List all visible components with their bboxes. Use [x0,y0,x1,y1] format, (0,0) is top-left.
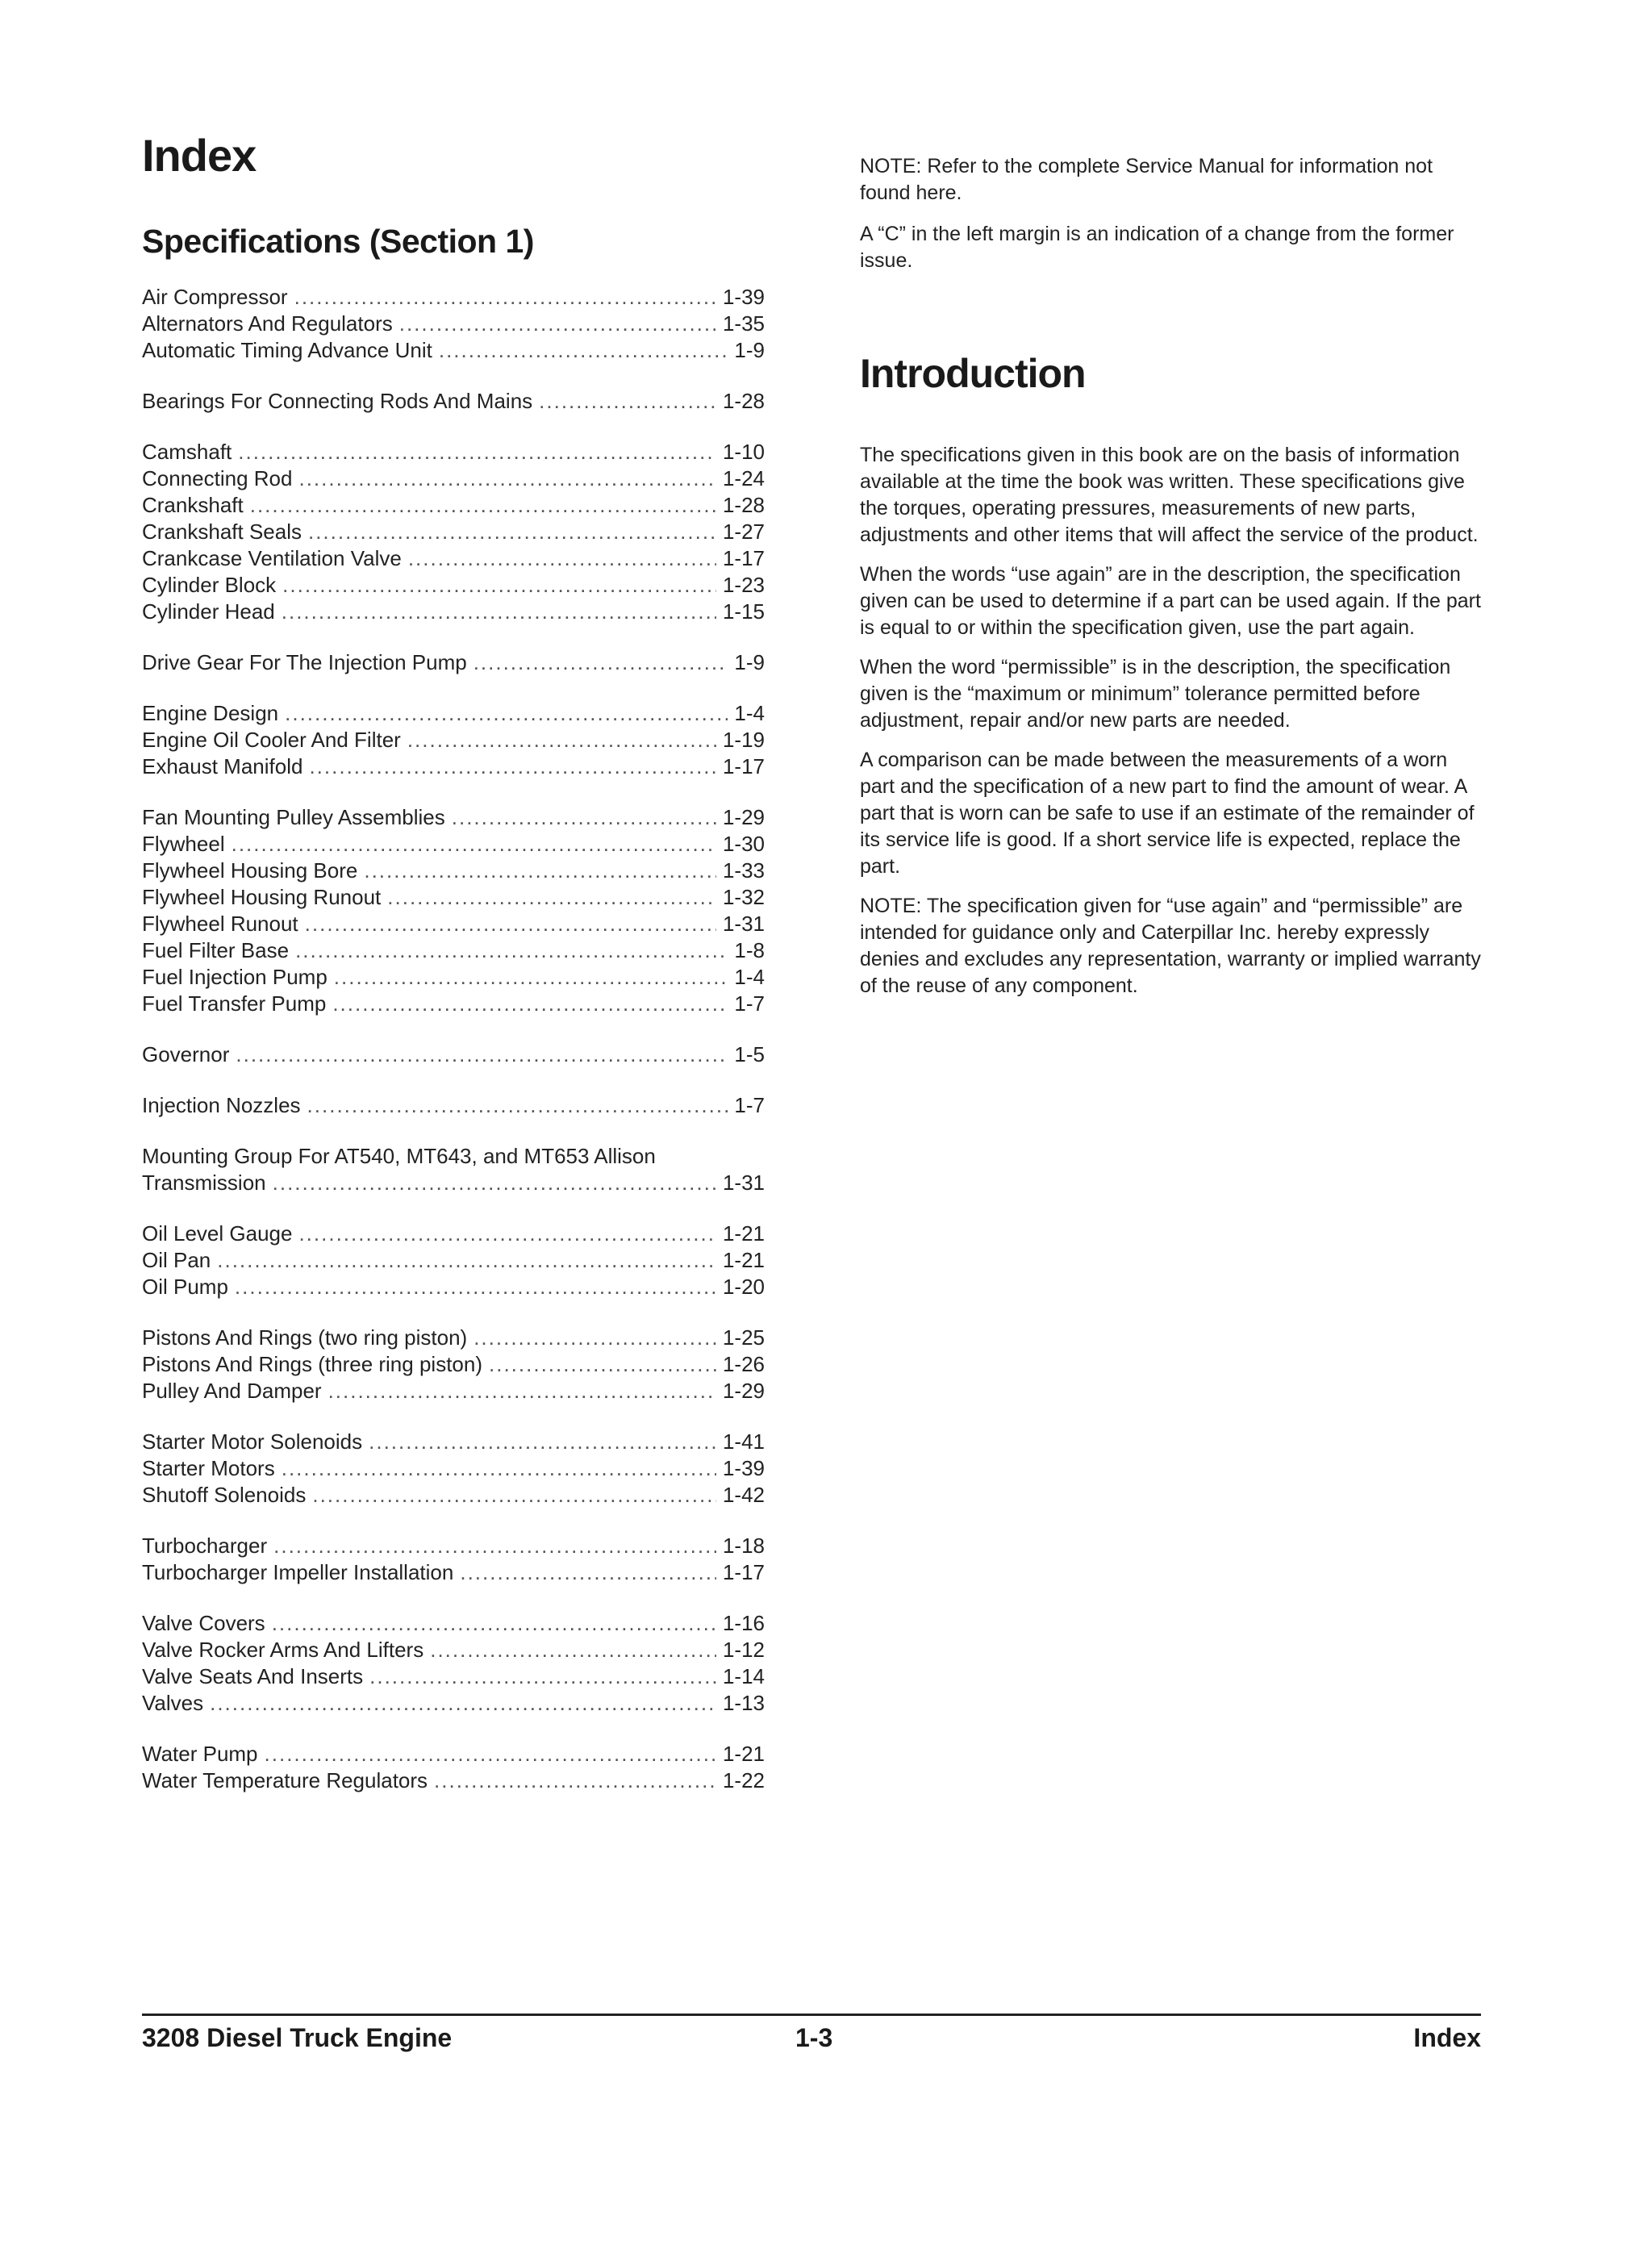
index-entry-label: Drive Gear For The Injection Pump [142,650,467,674]
index-entry [142,964,765,991]
index-entry-page: 1-8 [734,938,765,962]
dot-leader [473,649,728,676]
index-entry-label: Automatic Timing Advance Unit [142,338,432,362]
index-entry [142,599,765,625]
index-entry-page: 1-31 [722,1171,765,1195]
dot-leader [294,284,716,311]
index-entry-label: Flywheel Runout [142,912,298,936]
index-entry [142,727,765,753]
index-entry-label: Pistons And Rings (three ring piston) [142,1352,482,1376]
footer-manual-title: 3208 Diesel Truck Engine [142,2023,453,2052]
index-entry [142,804,765,831]
index-entry-label: Flywheel [142,832,225,856]
index-group [142,1143,765,1196]
dot-leader [439,337,728,364]
index-entry-page: 1-12 [722,1638,765,1662]
index-group [142,1041,765,1068]
dot-leader [408,545,716,572]
dot-leader [235,1274,716,1300]
dot-leader [452,804,716,831]
index-entry-page: 1-18 [722,1534,765,1558]
index-entry-page: 1-17 [722,754,765,778]
index-entry-page: 1-4 [734,701,765,725]
index-entry-label: Fuel Injection Pump [142,965,327,989]
index-group [142,284,765,364]
index-group [142,700,765,780]
index-entry-page: 1-27 [722,520,765,544]
index-entry [142,1559,765,1586]
index-entry-page: 1-39 [722,1456,765,1480]
dot-leader [308,519,716,545]
index-entry-label: Water Pump [142,1742,258,1766]
index-entry-label: Exhaust Manifold [142,754,303,778]
dot-leader [295,937,728,964]
index-entry [142,937,765,964]
index-entry-page: 1-20 [722,1275,765,1299]
index-entry [142,311,765,337]
index-entry-label: Pistons And Rings (two ring piston) [142,1325,468,1350]
dot-leader [272,1610,716,1637]
dot-leader [282,599,716,625]
index-entry [142,1429,765,1455]
index-entry-page: 1-28 [722,389,765,413]
index-entry-page: 1-17 [722,1560,765,1584]
index-entry [142,1663,765,1690]
index-entry-label: Crankshaft [142,493,244,517]
section-title: Specifications (Section 1) [142,223,534,260]
dot-leader [539,388,716,415]
index-entry [142,1455,765,1482]
index-group [142,1092,765,1119]
index-entry [142,991,765,1017]
intro-paragraph: When the words “use again” are in the description, the specification given can be used to determine if a part can be used again. If the part is equal to or within the specification given, use the part again. [860,563,1481,639]
index-entry-page: 1-21 [722,1742,765,1766]
index-entry-label: Oil Level Gauge [142,1221,293,1246]
index-entry-page: 1-9 [734,338,765,362]
index-entry-page: 1-28 [722,493,765,517]
index-entry [142,465,765,492]
index-list [142,284,765,1818]
dot-leader [307,1092,728,1119]
dot-leader [369,1429,716,1455]
index-entry [142,1482,765,1509]
index-group [142,1741,765,1794]
index-group [142,1533,765,1586]
index-entry-page: 1-35 [722,311,765,336]
footer-section-name: Index [1413,2023,1481,2052]
dot-leader [273,1533,716,1559]
index-entry-label: Fuel Filter Base [142,938,290,962]
index-group [142,1221,765,1300]
index-entry-label: Flywheel Housing Bore [142,858,358,883]
dot-leader [238,439,716,465]
index-entry [142,1170,765,1196]
index-entry-label: Injection Nozzles [142,1093,301,1117]
index-entry-page: 1-41 [722,1429,765,1454]
index-entry-label: Camshaft [142,440,232,464]
intro-paragraph: NOTE: The specification given for “use again” and “permissible” are intended for guidance only and Caterpillar Inc. hereby expressly denies and excludes any representation, warranty or implied warranty of the reuse of any component. [860,895,1481,997]
index-entry [142,284,765,311]
index-entry-page: 1-21 [722,1221,765,1246]
index-entry-label: Fan Mounting Pulley Assemblies [142,805,445,829]
index-entry-page: 1-39 [722,285,765,309]
index-entry-page: 1-7 [734,1093,765,1117]
index-group [142,649,765,676]
dot-leader [387,884,716,911]
index-entry-label: Turbocharger [142,1534,268,1558]
index-group [142,388,765,415]
index-entry-label: Flywheel Housing Runout [142,885,382,909]
dot-leader [334,964,728,991]
dot-leader [273,1170,716,1196]
index-entry [142,1041,765,1068]
index-entry-label: Connecting Rod [142,466,293,490]
index-entry-page: 1-22 [722,1768,765,1792]
right-column [860,153,1481,1012]
index-entry [142,545,765,572]
index-entry [142,649,765,676]
dot-leader [399,311,716,337]
index-entry-label: Valve Seats And Inserts [142,1664,364,1688]
index-entry-page: 1-29 [722,1379,765,1403]
index-entry-page: 1-24 [722,466,765,490]
index-entry-label: Cylinder Block [142,573,277,597]
dot-leader [250,492,716,519]
index-entry-page: 1-7 [734,991,765,1016]
index-entry [142,1221,765,1247]
dot-leader [312,1482,716,1509]
dot-leader [298,1221,716,1247]
index-entry [142,753,765,780]
index-entry-label: Oil Pan [142,1248,211,1272]
index-entry-page: 1-14 [722,1664,765,1688]
dot-leader [210,1690,716,1717]
index-entry-label: Alternators And Regulators [142,311,393,336]
index-group [142,1429,765,1509]
index-entry-page: 1-23 [722,573,765,597]
index-entry-page: 1-5 [734,1042,765,1066]
dot-leader [489,1351,716,1378]
index-entry [142,911,765,937]
index-entry-page: 1-4 [734,965,765,989]
index-entry-label: Engine Design [142,701,279,725]
index-entry [142,572,765,599]
dot-leader [369,1663,716,1690]
dot-leader [332,991,728,1017]
index-entry-label: Water Temperature Regulators [142,1768,428,1792]
dot-leader [328,1378,716,1404]
dot-leader [309,753,716,780]
index-entry [142,1690,765,1717]
dot-leader [434,1767,716,1794]
dot-leader [473,1325,716,1351]
index-entry [142,1325,765,1351]
index-entry-label: Starter Motors [142,1456,275,1480]
index-entry-label: Engine Oil Cooler And Filter [142,728,401,752]
index-entry-label: Oil Pump [142,1275,228,1299]
index-entry-label: Fuel Transfer Pump [142,991,327,1016]
index-entry-label: Valve Rocker Arms And Lifters [142,1638,424,1662]
index-entry-label: Valve Covers [142,1611,265,1635]
dot-leader [298,465,715,492]
index-entry [142,492,765,519]
index-entry-page: 1-21 [722,1248,765,1272]
index-entry-label: Bearings For Connecting Rods And Mains [142,389,533,413]
footer-rule [142,2014,1481,2016]
dot-leader [285,700,728,727]
index-entry-label: Starter Motor Solenoids [142,1429,363,1454]
index-group [142,1610,765,1717]
index-entry-label: Governor [142,1042,230,1066]
index-entry-page: 1-16 [722,1611,765,1635]
index-entry [142,1637,765,1663]
index-entry-page: 1-32 [722,885,765,909]
page-title: Index [142,130,257,181]
index-entry-page: 1-33 [722,858,765,883]
index-entry [142,1247,765,1274]
index-entry-page: 1-26 [722,1352,765,1376]
index-entry [142,858,765,884]
index-entry-label: Cylinder Head [142,599,275,624]
index-entry [142,1378,765,1404]
index-entry [142,884,765,911]
index-entry [142,1274,765,1300]
index-entry [142,1092,765,1119]
index-entry-label: Transmission [142,1171,266,1195]
note-service-manual: NOTE: Refer to the complete Service Manual for information not found here. [860,155,1433,204]
index-entry-page: 1-10 [722,440,765,464]
index-entry-label: Crankshaft Seals [142,520,302,544]
index-group [142,1325,765,1404]
index-entry [142,439,765,465]
index-entry [142,388,765,415]
index-entry [142,1610,765,1637]
index-entry-page: 1-29 [722,805,765,829]
introduction-title: Introduction [860,351,1086,396]
index-entry [142,1741,765,1767]
index-entry [142,1533,765,1559]
dot-leader [282,1455,716,1482]
dot-leader [430,1637,716,1663]
index-entry-page: 1-19 [722,728,765,752]
index-entry-page: 1-17 [722,546,765,570]
dot-leader [282,572,716,599]
index-entry-label-line: Mounting Group For AT540, MT643, and MT653 Allison [142,1144,656,1168]
index-entry-page: 1-13 [722,1691,765,1715]
footer-page-number: 1-3 [795,2023,833,2052]
index-group [142,439,765,625]
index-entry-page: 1-31 [722,912,765,936]
index-entry-label: Air Compressor [142,285,288,309]
index-group [142,804,765,1017]
index-entry-page: 1-25 [722,1325,765,1350]
intro-paragraph: A comparison can be made between the measurements of a worn part and the specification of a new part to find the amount of wear. A part that is worn can be safe to use if an estimate of the remainder of its service life is good. If a short service life is expected, replace the part. [860,749,1475,878]
index-entry-page: 1-42 [722,1483,765,1507]
dot-leader [236,1041,728,1068]
index-entry-label: Crankcase Ventilation Valve [142,546,402,570]
index-entry-label: Valves [142,1691,204,1715]
index-entry-page: 1-30 [722,832,765,856]
dot-leader [232,831,716,858]
index-entry-label: Turbocharger Impeller Installation [142,1560,454,1584]
footer [142,2023,1481,2053]
dot-leader [305,911,716,937]
index-entry-label: Shutoff Solenoids [142,1483,307,1507]
index-entry [142,519,765,545]
dot-leader [265,1741,716,1767]
index-entry [142,337,765,364]
dot-leader [217,1247,716,1274]
index-entry-page: 1-15 [722,599,765,624]
dot-leader [460,1559,716,1586]
index-entry-label: Pulley And Damper [142,1379,322,1403]
note-change-margin: A “C” in the left margin is an indication of a change from the former issue. [860,223,1454,272]
index-entry [142,1351,765,1378]
intro-paragraph: When the word “permissible” is in the description, the specification given is the “maximum or minimum” tolerance permitted before adjustment, repair and/or new parts are needed. [860,656,1451,732]
dot-leader [364,858,716,884]
intro-paragraph: The specifications given in this book are on the basis of information available at the time the book was written. These specifications give the torques, operating pressures, measurements of new parts, adjustments and other items that will affect the service of the product. [860,444,1479,546]
index-entry-page: 1-9 [734,650,765,674]
index-entry [142,831,765,858]
index-entry [142,700,765,727]
dot-leader [407,727,716,753]
index-entry [142,1767,765,1794]
